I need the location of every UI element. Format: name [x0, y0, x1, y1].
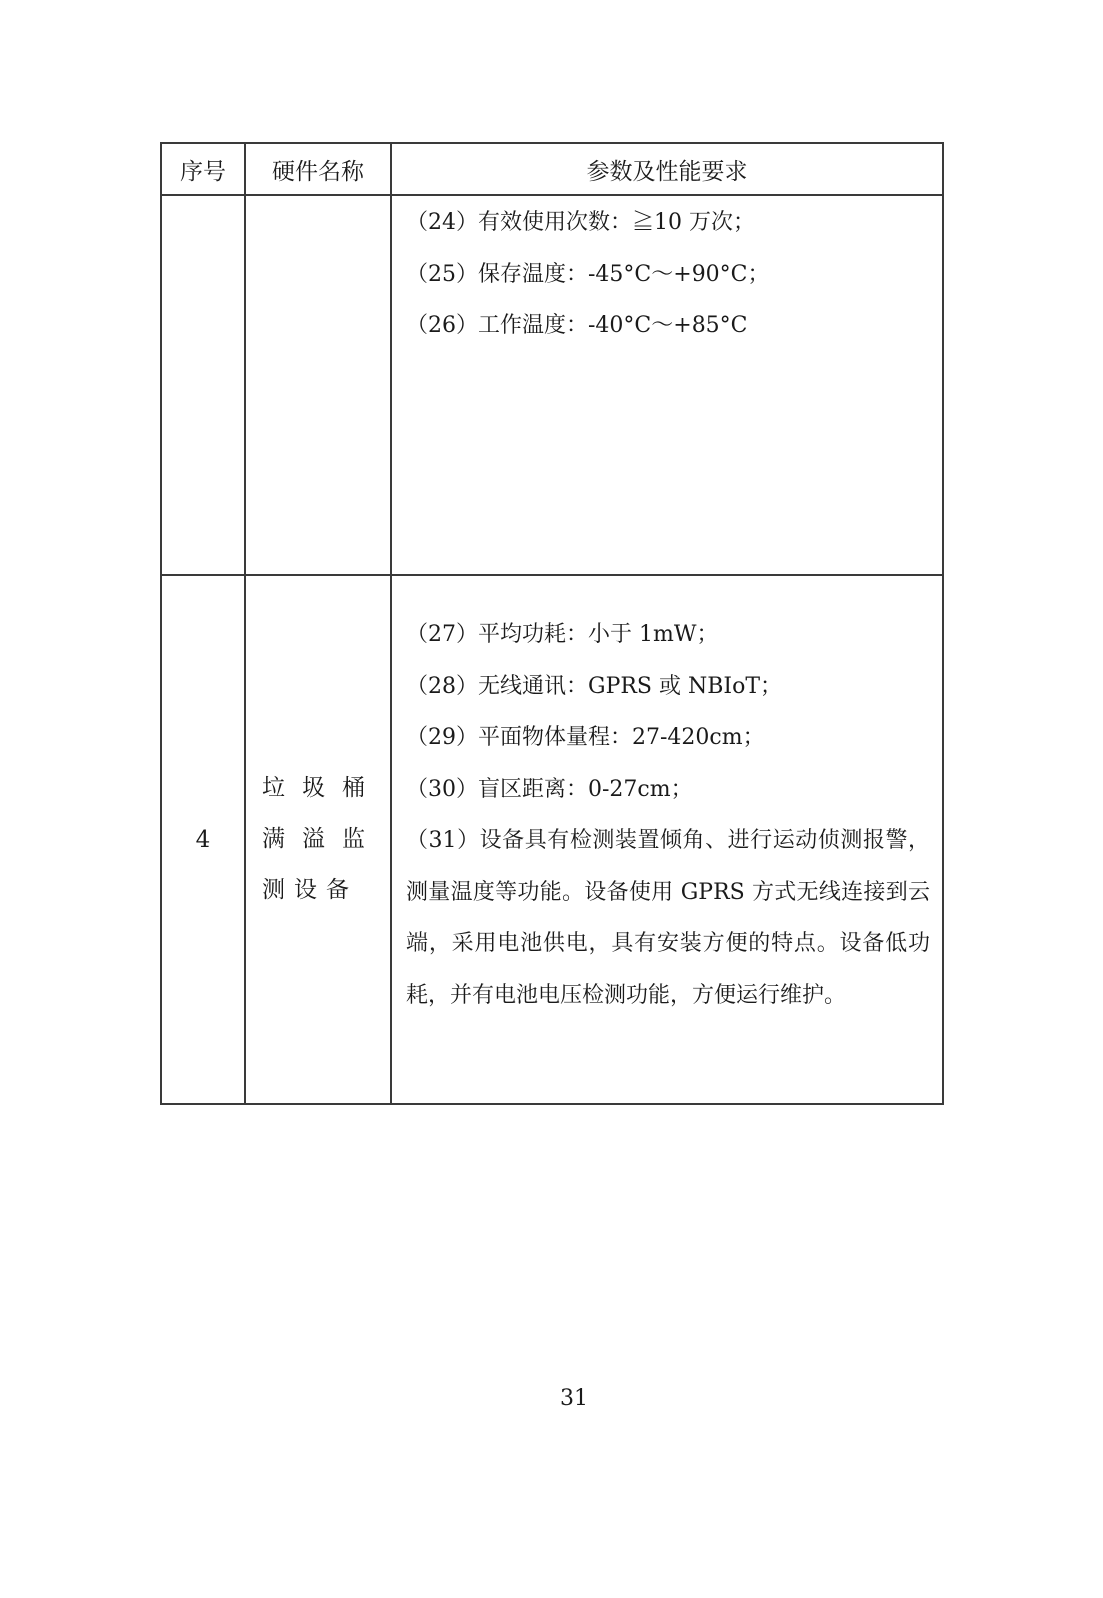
- hardware-name: 垃圾桶满溢监测设备: [262, 775, 374, 903]
- hardware-name-cell: [245, 195, 391, 575]
- hardware-name-cell: [245, 575, 391, 1104]
- spec-item: （30）盲区距离：0-27cm；: [406, 776, 693, 802]
- row-number-cell: 4: [161, 575, 245, 1104]
- spec-table: [160, 142, 944, 1105]
- table-header-row: [161, 143, 943, 195]
- header-name: 硬件名称: [245, 143, 391, 195]
- spec-cell: [391, 195, 943, 575]
- spec-list: [392, 196, 942, 352]
- spec-item: （28）无线通讯：GPRS 或 NBIoT；: [406, 673, 783, 699]
- table-row: [161, 575, 943, 1104]
- row-number-cell: [161, 195, 245, 575]
- table-row: [161, 195, 943, 575]
- spec-item: （27）平均功耗：小于 1mW；: [406, 622, 719, 647]
- spec-item: （29）平面物体量程：27-420cm；: [406, 725, 765, 750]
- spec-item: （24）有效使用次数：≧10 万次；: [406, 210, 755, 235]
- spec-cell: [391, 575, 943, 1104]
- spec-item: （26）工作温度：-40°C～+85°C: [406, 313, 748, 338]
- spec-item: （25）保存温度：-45°C～+90°C；: [406, 261, 770, 287]
- page-number: 31: [560, 1386, 588, 1411]
- spec-paragraph: （31）设备具有检测装置倾角、进行运动侦测报警，测量温度等功能。设备使用 GPRS 方式无线连接到云端，采用电池供电，具有安装方便的特点。设备低功耗，并有电池电压检测功能，方便运行维护。: [406, 828, 930, 1008]
- spec-list: [392, 576, 942, 1021]
- header-spec: 参数及性能要求: [391, 143, 943, 195]
- header-no: 序号: [161, 143, 245, 195]
